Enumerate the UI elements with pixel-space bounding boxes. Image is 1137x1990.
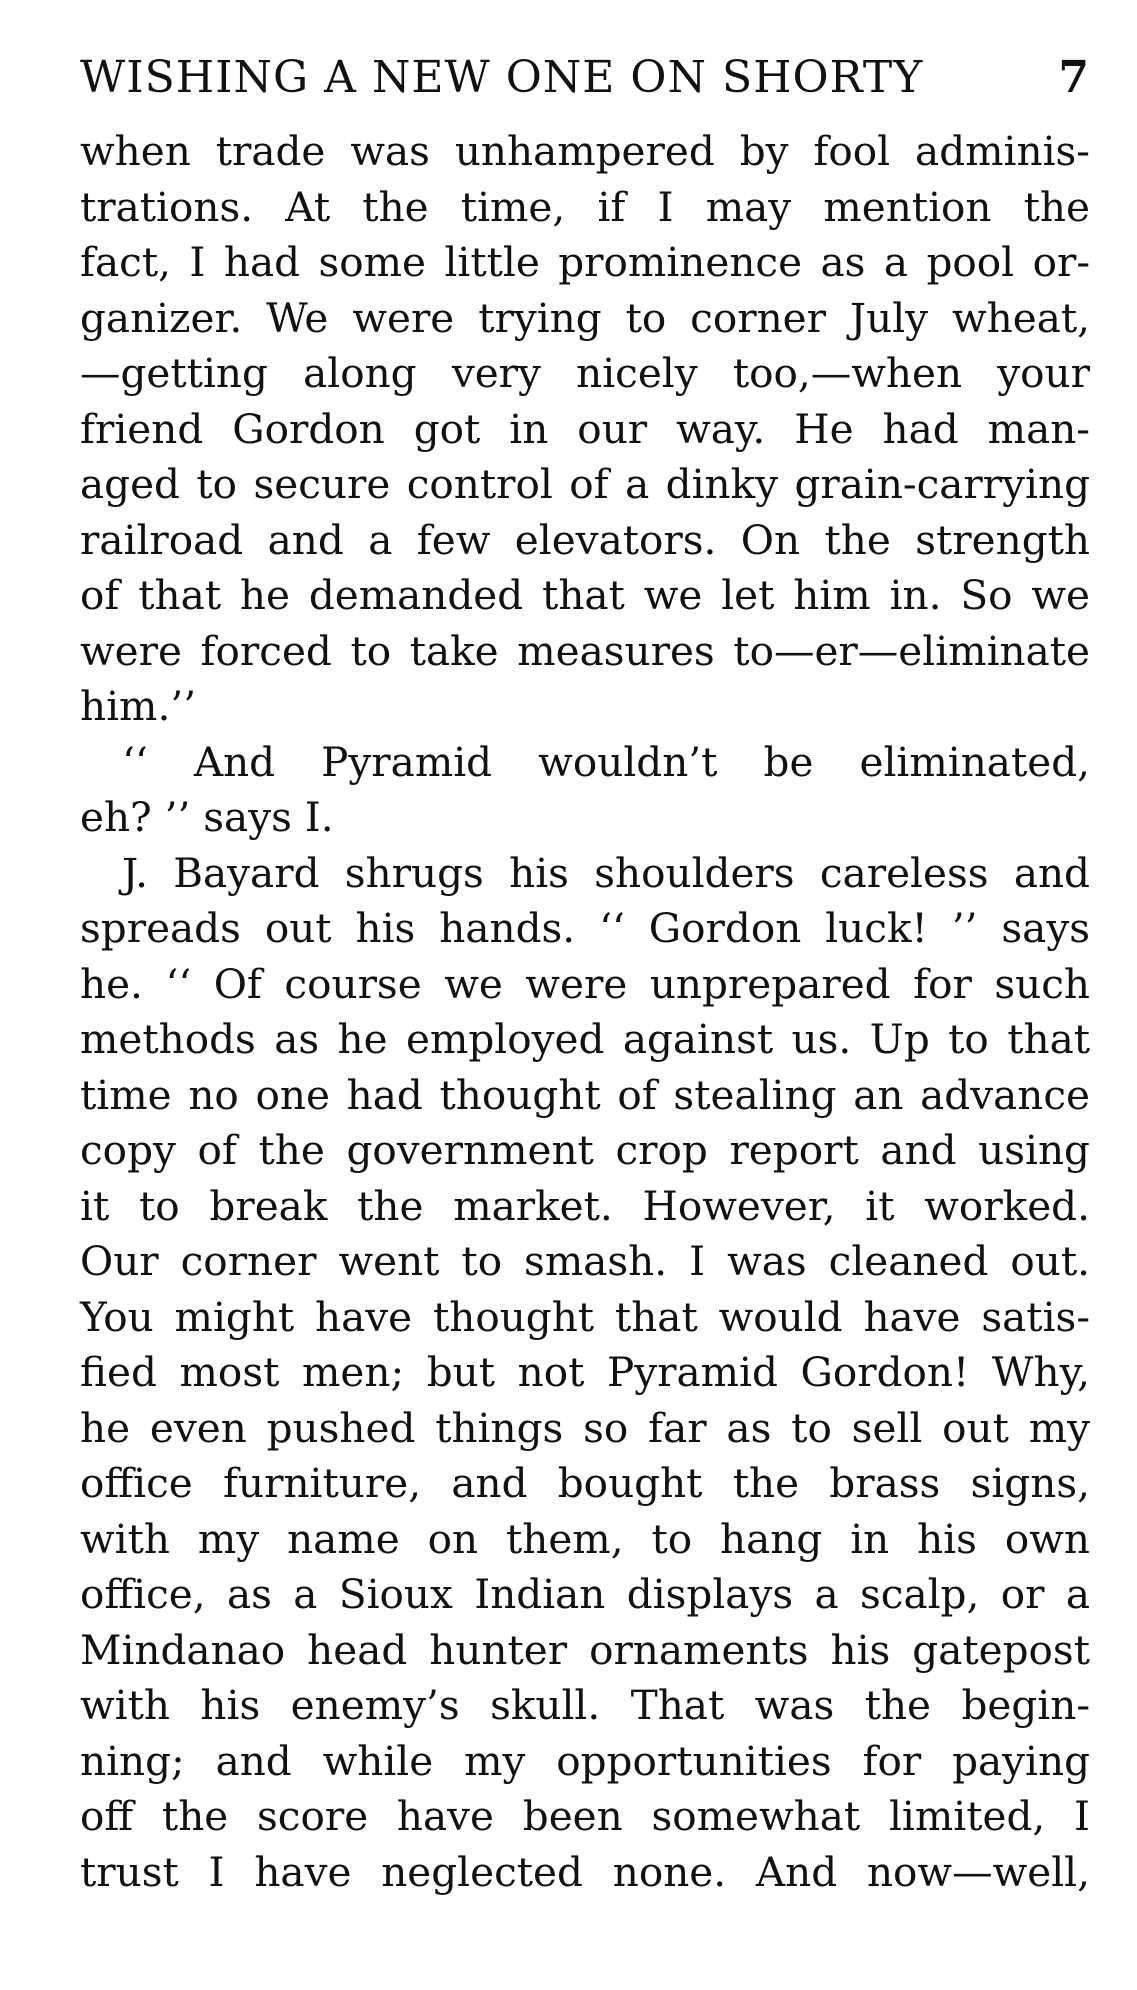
- text-line: it to break the market. However, it worked.: [80, 1181, 1090, 1230]
- text-line: eh? ’’ says I.: [80, 793, 334, 841]
- text-line: trust I have neglected none. And now—well,: [80, 1847, 1090, 1896]
- text-line: railroad and a few elevators. On the strength: [80, 515, 1090, 564]
- running-header: [80, 48, 1090, 110]
- running-title: WISHING A NEW ONE ON SHORTY: [80, 52, 924, 103]
- text-line: ‘‘ And Pyramid wouldn’t be eliminated,: [122, 737, 1090, 786]
- text-line: time no one had thought of stealing an advance: [80, 1070, 1090, 1119]
- text-line: You might have thought that would have satis-: [80, 1292, 1090, 1341]
- text-line: him.’’: [80, 682, 197, 730]
- text-line: Our corner went to smash. I was cleaned out.: [80, 1237, 1090, 1285]
- text-line: office furniture, and bought the brass signs,: [80, 1459, 1090, 1507]
- text-line: —getting along very nicely too,—when your: [80, 349, 1090, 397]
- text-line: fact, I had some little prominence as a pool or-: [80, 238, 1090, 286]
- text-line: copy of the government crop report and using: [80, 1126, 1090, 1174]
- text-line: ning; and while my opportunities for paying: [80, 1736, 1090, 1785]
- text-line: he even pushed things so far as to sell out my: [80, 1403, 1090, 1452]
- text-line: Mindanao head hunter ornaments his gatepost: [80, 1625, 1090, 1674]
- text-line: of that he demanded that we let him in. So we: [80, 571, 1090, 619]
- text-line: methods as he employed against us. Up to that: [80, 1015, 1090, 1063]
- text-line: spreads out his hands. ‘‘ Gordon luck! ’’ says: [80, 904, 1090, 952]
- text-line: with my name on them, to hang in his own: [80, 1514, 1090, 1563]
- text-line: were forced to take measures to—er—eliminate: [80, 626, 1090, 675]
- text-line: office, as a Sioux Indian displays a scalp, or a: [80, 1570, 1090, 1618]
- book-page: [80, 48, 1090, 1900]
- text-line: fied most men; but not Pyramid Gordon! Why,: [80, 1348, 1090, 1396]
- text-line: he. ‘‘ Of course we were unprepared for such: [80, 959, 1090, 1008]
- text-line: J. Bayard shrugs his shoulders careless and: [122, 848, 1090, 897]
- text-line: off the score have been somewhat limited, I: [80, 1792, 1090, 1840]
- text-line: friend Gordon got in our way. He had man-: [80, 404, 1090, 453]
- text-line: with his enemy’s skull. That was the begin-: [80, 1681, 1090, 1729]
- body-text: [80, 124, 1090, 1900]
- text-line: aged to secure control of a dinky grain-carrying: [80, 460, 1090, 508]
- text-line: when trade was unhampered by fool adminis-: [80, 127, 1090, 175]
- text-line: trations. At the time, if I may mention the: [80, 182, 1090, 231]
- text-line: ganizer. We were trying to corner July wheat,: [80, 293, 1090, 342]
- page-number: 7: [1058, 52, 1090, 103]
